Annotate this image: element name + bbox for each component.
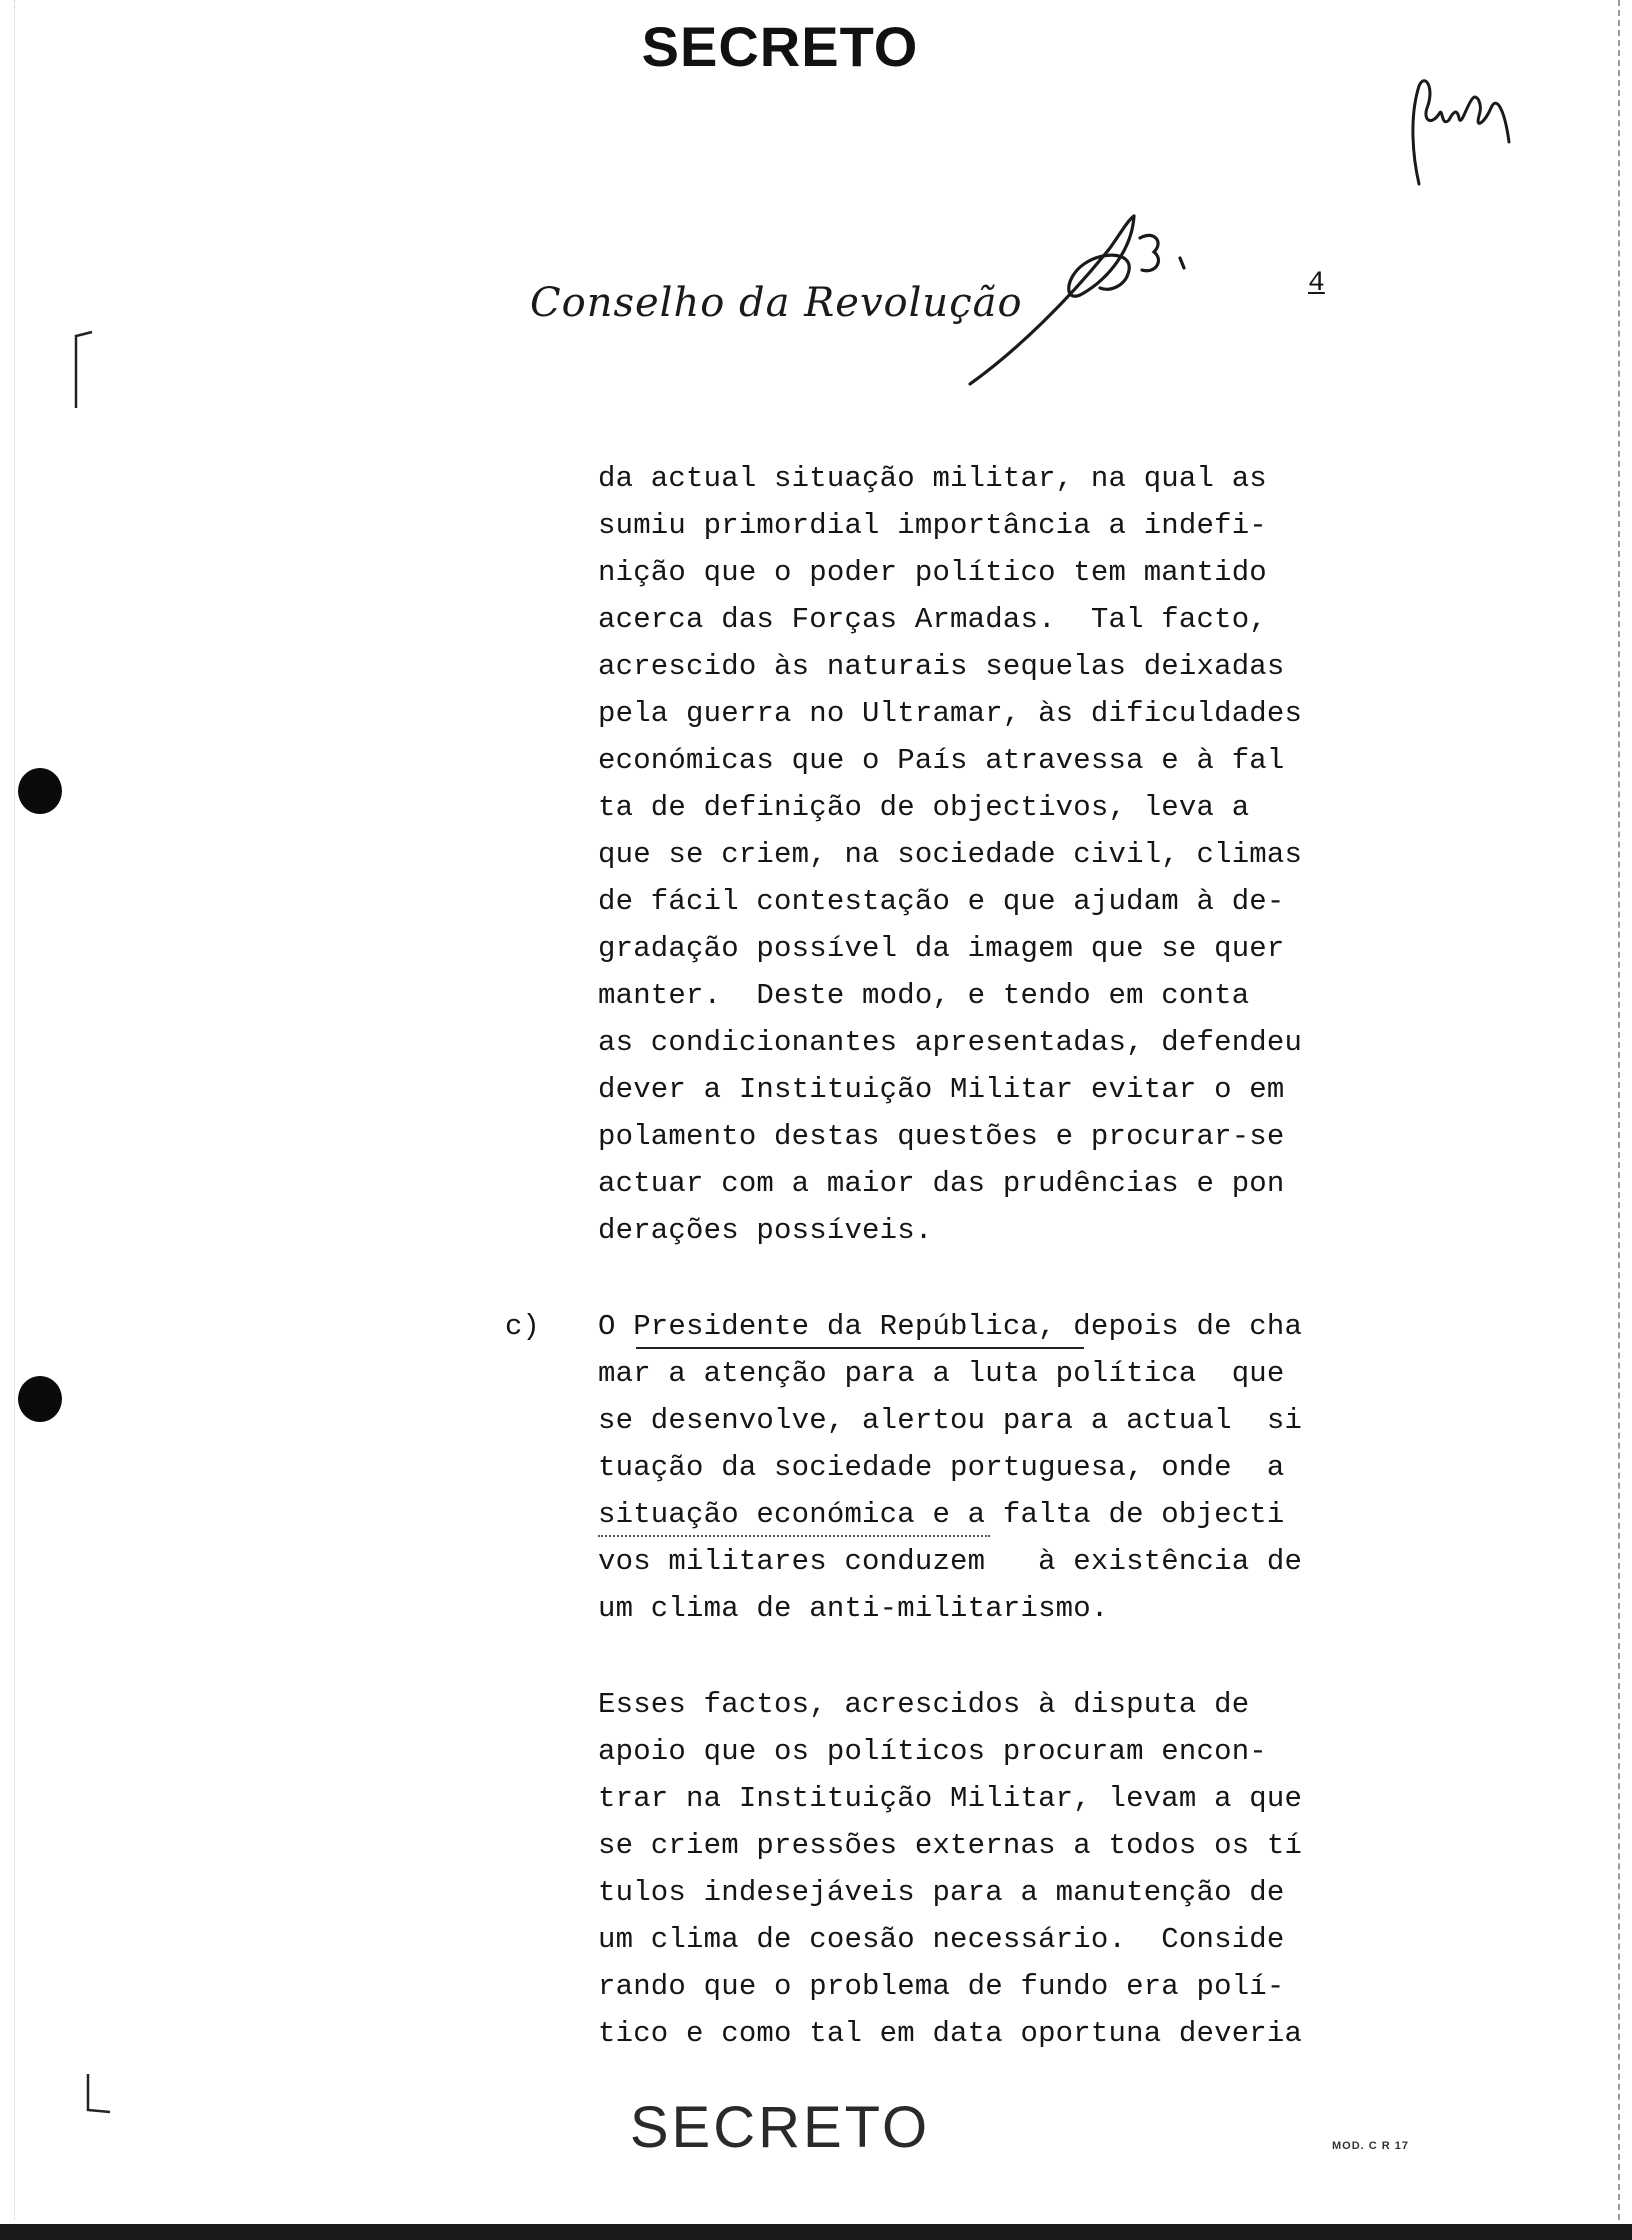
body-line: acerca das Forças Armadas. Tal facto,: [598, 603, 1267, 636]
body-line: polamento destas questões e procurar-se: [598, 1120, 1285, 1153]
page-number: 4: [1308, 268, 1325, 299]
underline-mark: [636, 1347, 1084, 1349]
body-line: O Presidente da República, depois de cha: [598, 1310, 1303, 1343]
body-line: tico e como tal em data oportuna deveria: [598, 2017, 1303, 2050]
body-line: económicas que o País atravessa e à fal: [598, 744, 1285, 777]
body-line: dever a Instituição Militar evitar o em: [598, 1073, 1285, 1106]
body-line: ta de definição de objectivos, leva a: [598, 791, 1250, 824]
body-line: Esses factos, acrescidos à disputa de: [598, 1688, 1250, 1721]
body-line: acrescido às naturais sequelas deixadas: [598, 650, 1285, 683]
body-line: que se criem, na sociedade civil, climas: [598, 838, 1303, 871]
form-code: MOD. C R 17: [1332, 2140, 1410, 2152]
body-line: sumiu primordial importância a indefi-: [598, 509, 1267, 542]
scan-bottom-edge: [0, 2224, 1632, 2240]
item-label: c): [505, 1310, 540, 1343]
body-line: gradação possível da imagem que se quer: [598, 932, 1285, 965]
punch-hole: [18, 768, 62, 814]
handwritten-initials-mark: [1405, 68, 1525, 198]
body-line: manter. Deste modo, e tendo em conta: [598, 979, 1250, 1012]
handwritten-signature: [960, 208, 1200, 398]
body-line: trar na Instituição Militar, levam a que: [598, 1782, 1303, 1815]
scan-left-edge: [14, 0, 16, 2220]
body-line: um clima de coesão necessário. Conside: [598, 1923, 1285, 1956]
body-line: nição que o poder político tem mantido: [598, 556, 1267, 589]
body-line: situação económica e a falta de objecti: [598, 1498, 1285, 1531]
body-line: se desenvolve, alertou para a actual si: [598, 1404, 1303, 1437]
body-line: vos militares conduzem à existência de: [598, 1545, 1303, 1578]
body-line: pela guerra no Ultramar, às dificuldades: [598, 697, 1303, 730]
body-line: rando que o problema de fundo era polí-: [598, 1970, 1285, 2003]
body-line: mar a atenção para a luta política que: [598, 1357, 1285, 1390]
letterhead: Conselho da Revolução: [530, 280, 1023, 326]
body-line: um clima de anti-militarismo.: [598, 1592, 1109, 1625]
body-line: as condicionantes apresentadas, defendeu: [598, 1026, 1303, 1059]
body-line: actuar com a maior das prudências e pon: [598, 1167, 1285, 1200]
classification-header: SECRETO: [641, 15, 919, 78]
body-line: derações possíveis.: [598, 1214, 933, 1247]
underline-mark: [598, 1535, 990, 1539]
body-line: tulos indesejáveis para a manutenção de: [598, 1876, 1285, 1909]
corner-bracket-mark: [68, 328, 98, 418]
body-line: se criem pressões externas a todos os tí: [598, 1829, 1303, 1862]
body-line: da actual situação militar, na qual as: [598, 462, 1267, 495]
body-line: de fácil contestação e que ajudam à de-: [598, 885, 1285, 918]
body-line: tuação da sociedade portuguesa, onde a: [598, 1451, 1285, 1484]
punch-hole: [18, 1376, 62, 1422]
classification-footer: SECRETO: [629, 2095, 931, 2160]
body-line: apoio que os políticos procuram encon-: [598, 1735, 1267, 1768]
scan-right-edge: [1618, 0, 1622, 2220]
